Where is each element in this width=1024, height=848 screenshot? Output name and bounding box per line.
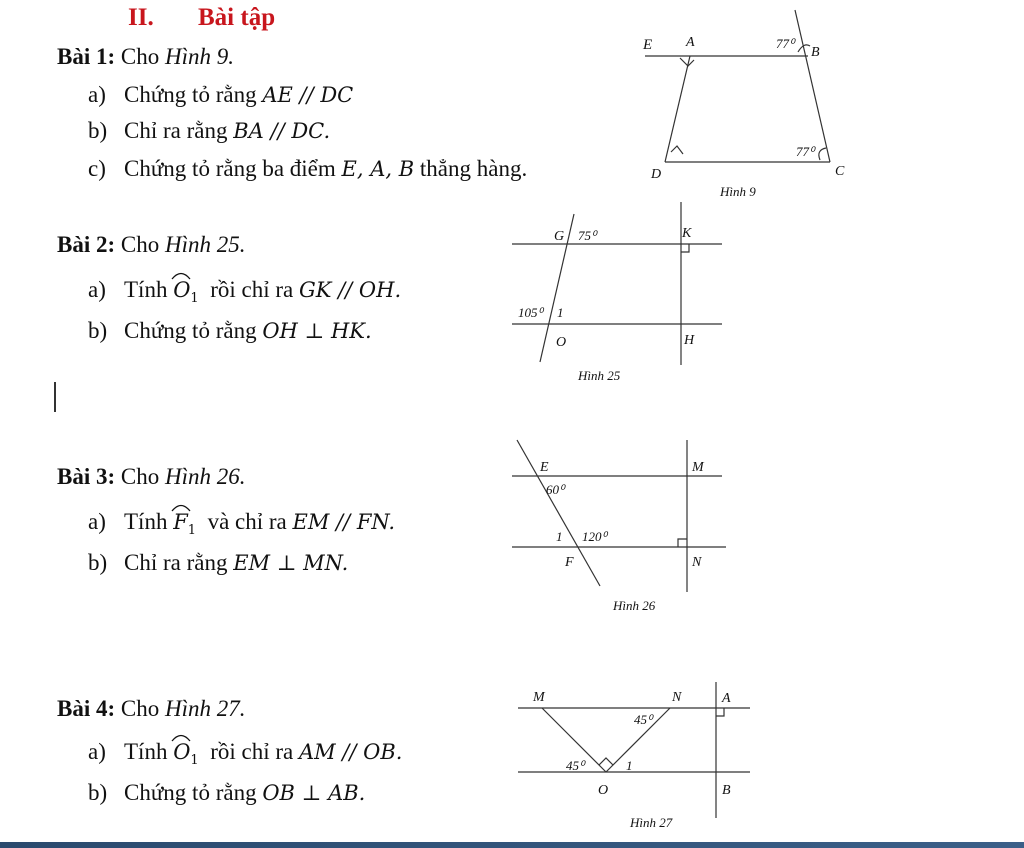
angle-label-f: 120⁰ [582,529,607,544]
angle-mark-d [671,146,683,154]
angle-label-g: 75⁰ [578,228,597,243]
point-o-27: O [598,783,609,798]
angle-mark-a [680,58,694,66]
point-a: A [686,35,695,50]
angle-f1: $F_1$ [173,504,196,538]
point-m: M [692,460,704,475]
point-o: O [556,335,567,350]
right-angle-n [678,539,687,547]
angle-label-c: 77⁰ [796,144,815,159]
right-angle-a [716,708,724,716]
exercise-1-item-c: c) Chứng tỏ rằng ba điểm E, A, B thẳng hàng. [88,156,528,181]
point-f: F [565,555,574,570]
point-c: C [835,164,845,179]
angle-label-f1: 1 [556,529,563,544]
caption-25: Hình 25 [578,368,621,383]
exercise-3-item-a: a) Tính $F_1$ và chỉ ra EM // FN. [88,504,395,538]
exercise-3-heading: Bài 3: Cho Hình 26. [57,464,246,489]
point-a-27: A [722,691,731,706]
caption-27: Hình 27 [630,815,673,830]
point-b: B [811,45,820,60]
line-bc [795,10,830,162]
exercise-2-heading: Bài 2: Cho Hình 25. [57,232,246,257]
exercise-2-item-b: b) Chứng tỏ rằng OH ⊥ HK. [88,318,372,343]
angle-label-o1: 1 [557,305,564,320]
bottom-bar [0,842,1024,848]
exercise-1-item-b: b) Chỉ ra rằng BA // DC. [88,118,331,143]
exercise-4-item-a: a) Tính $O_1$ rồi chỉ ra AM // OB. [88,734,402,768]
section-heading: Bài tập [198,4,276,31]
right-angle-k [681,244,689,252]
point-n: N [692,555,702,570]
line-ef [517,440,600,586]
point-h: H [684,333,695,348]
arc-c [819,148,826,160]
angle-label-n: 45⁰ [634,712,653,727]
figure-27 [518,682,750,830]
angle-label-o1-27: 1 [626,758,633,773]
exercise-1-item-a: a) Chứng tỏ rằng AE // DC [88,82,354,107]
point-e: E [643,37,653,53]
figure-9 [642,10,845,199]
exercise-4-heading: Bài 4: Cho Hình 27. [57,696,246,721]
point-m-27: M [533,690,545,705]
angle-o1: $O_1$ [173,272,199,306]
point-g: G [554,229,565,244]
section-number: II. [128,4,154,31]
point-k: K [682,226,692,241]
exercise-3-item-b: b) Chỉ ra rằng EM ⊥ MN. [88,550,349,575]
caption-9: Hình 9 [720,184,756,199]
angle-label-b: 77⁰ [776,36,795,51]
point-b-27: B [722,783,731,798]
figure-25 [512,202,722,383]
angle-label-o-outer: 105⁰ [518,305,543,320]
caption-26: Hình 26 [613,598,656,613]
angle-label-e: 60⁰ [546,482,565,497]
point-n-27: N [672,690,682,705]
angle-label-m: 45⁰ [566,758,585,773]
exercise-4-item-b: b) Chứng tỏ rằng OB ⊥ AB. [88,780,366,805]
angle-o1-b: $O_1$ [173,734,199,768]
point-e-26: E [540,460,549,475]
right-angle-o [599,758,613,765]
exercise-2-item-a: a) Tính $O_1$ rồi chỉ ra GK // OH. [88,272,401,306]
figure-26 [512,440,726,613]
point-d: D [651,167,662,182]
exercise-1-heading: Bài 1: Cho Hình 9. [57,44,234,69]
